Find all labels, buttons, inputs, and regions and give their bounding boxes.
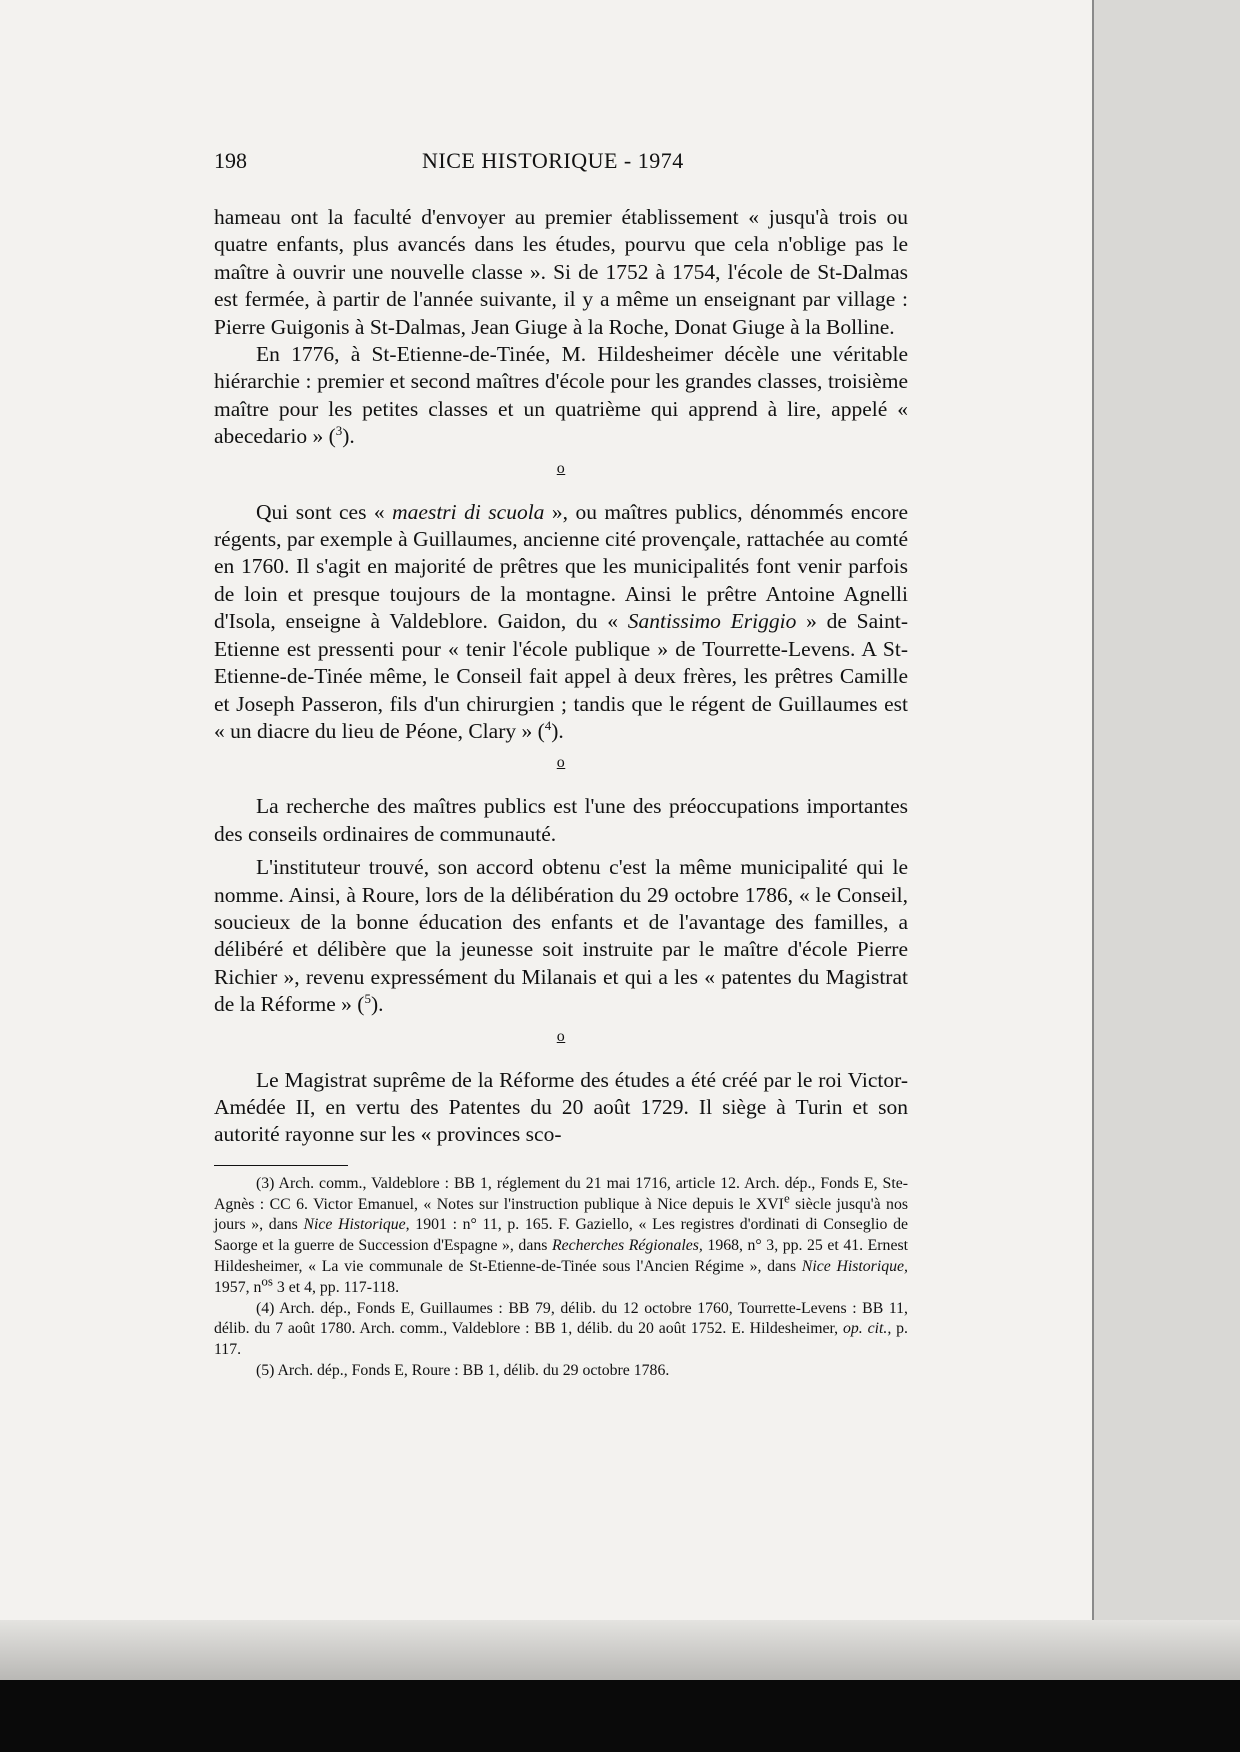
footnote-ref-3: 3: [335, 423, 343, 439]
footnote-4: (4) Arch. dép., Fonds E, Guillaumes : BB 79, délib. du 12 octobre 1760, Tourrette-Levens : BB 11, délib. du 7 août 1780. Arch. comm., Valdeblore : BB 1, délib. du 20 août 1752. E. Hildesheimer, op. cit., p. 117.: [214, 1299, 908, 1359]
footnote-5: (5) Arch. dép., Fonds E, Roure : BB 1, délib. du 29 octobre 1786.: [256, 1361, 670, 1379]
footnote-ref-4: 4: [544, 717, 552, 733]
page-number: 198: [214, 148, 247, 173]
footnotes: [214, 1174, 908, 1382]
scanner-bottom-edge: [0, 1620, 1240, 1680]
footnote-3: (3) Arch. comm., Valdeblore : BB 1, réglement du 21 mai 1716, article 12. Arch. dép., Fonds E, Ste-Agnès : CC 6. Victor Emanuel, « Notes sur l'instruction publique à Nice depuis le XVIe siècle jusqu'à nos jours », dans Nice Historique, 1901 : n° 11, p. 165. F. Gaziello, « Les registres d'ordinati di Conseglio de Saorge et la guerre de Succession d'Espagne », dans Recherches Régionales, 1968, n° 3, pp. 25 et 41. Ernest Hildesheimer, « La vie communale de St-Etienne-de-Tinée sous l'Ancien Régime », dans Nice Historique, 1957, $n^{os}$ 3 et 4, pp. 117-118.: [214, 1174, 908, 1296]
running-title: NICE HISTORIQUE - 1974: [422, 148, 684, 173]
paragraph-3: Qui sont ces « maestri di scuola », ou maîtres publics, dénommés encore régents, par exemple à Guillaumes, ancienne cité provençale, rattachée au comté en 1760. Il s'agit en majorité de prêtres que les municipalités font venir parfois de loin et presque toujours de la montagne. Ainsi le prêtre Antoine Agnelli d'Isola, enseigne à Valdeblore. Gaidon, du « Santissimo Eriggio » de Saint-Etienne est pressenti pour « tenir l'école publique » de Tourrette-Levens. A St-Etienne-de-Tinée même, le Conseil fait appel à deux frères, les prêtres Camille et Joseph Passeron, fils d'un chirurgien ; tandis que le régent de Guillaumes est « un diacre du lieu de Péone, Clary » ($^4$).: [214, 499, 909, 743]
footnote-rule: [214, 1165, 348, 1166]
scanner-bottom-border: [0, 1680, 1240, 1752]
section-separator: o: [556, 754, 566, 772]
page-header: [214, 148, 900, 180]
section-separator: o: [556, 459, 566, 477]
paragraph-2: En 1776, à St-Etienne-de-Tinée, M. Hildesheimer décèle une véritable hiérarchie : premier et second maîtres d'école pour les grandes classes, troisième maître pour les petites classes et un quatrième qui apprend à lire, appelé « abecedario » ($^3$).: [214, 342, 908, 449]
paragraph-6: Le Magistrat suprême de la Réforme des études a été créé par le roi Victor-Amédée II, en vertu des Patentes du 20 août 1729. Il siège à Turin et son autorité rayonne sur les « provinces sco-: [214, 1067, 908, 1147]
facing-page-edge: [1092, 0, 1240, 1620]
paragraph-5: L'instituteur trouvé, son accord obtenu c'est la même municipalité qui le nomme. Ainsi, à Roure, lors de la délibération du 29 octobre 1786, « le Conseil, soucieux de la bonne éducation des enfants et de l'avantage des familles, a délibéré et délibère que la jeunesse soit instruite par le maître d'école Pierre Richier », revenu expressément du Milanais et qui a les « patentes du Magistrat de la Réforme » ($^5$).: [214, 855, 908, 1017]
footnote-ref-5: 5: [364, 991, 371, 1006]
paragraph-4: La recherche des maîtres publics est l'une des préoccupations importantes des conseils ordinaires de communauté.: [214, 794, 908, 846]
paragraph-1: hameau ont la faculté d'envoyer au premier établissement « jusqu'à trois ou quatre enfants, plus avancés dans les études, pourvu que cela n'oblige pas le maître à ouvrir une nouvelle classe ». Si de 1752 à 1754, l'école de St-Dalmas est fermée, à partir de l'année suivante, il y a même un enseignant par village : Pierre Guigonis à St-Dalmas, Jean Giuge à la Roche, Donat Giuge à la Bolline.: [214, 205, 908, 339]
main-text: [214, 204, 908, 1382]
section-separator: o: [556, 1027, 566, 1045]
